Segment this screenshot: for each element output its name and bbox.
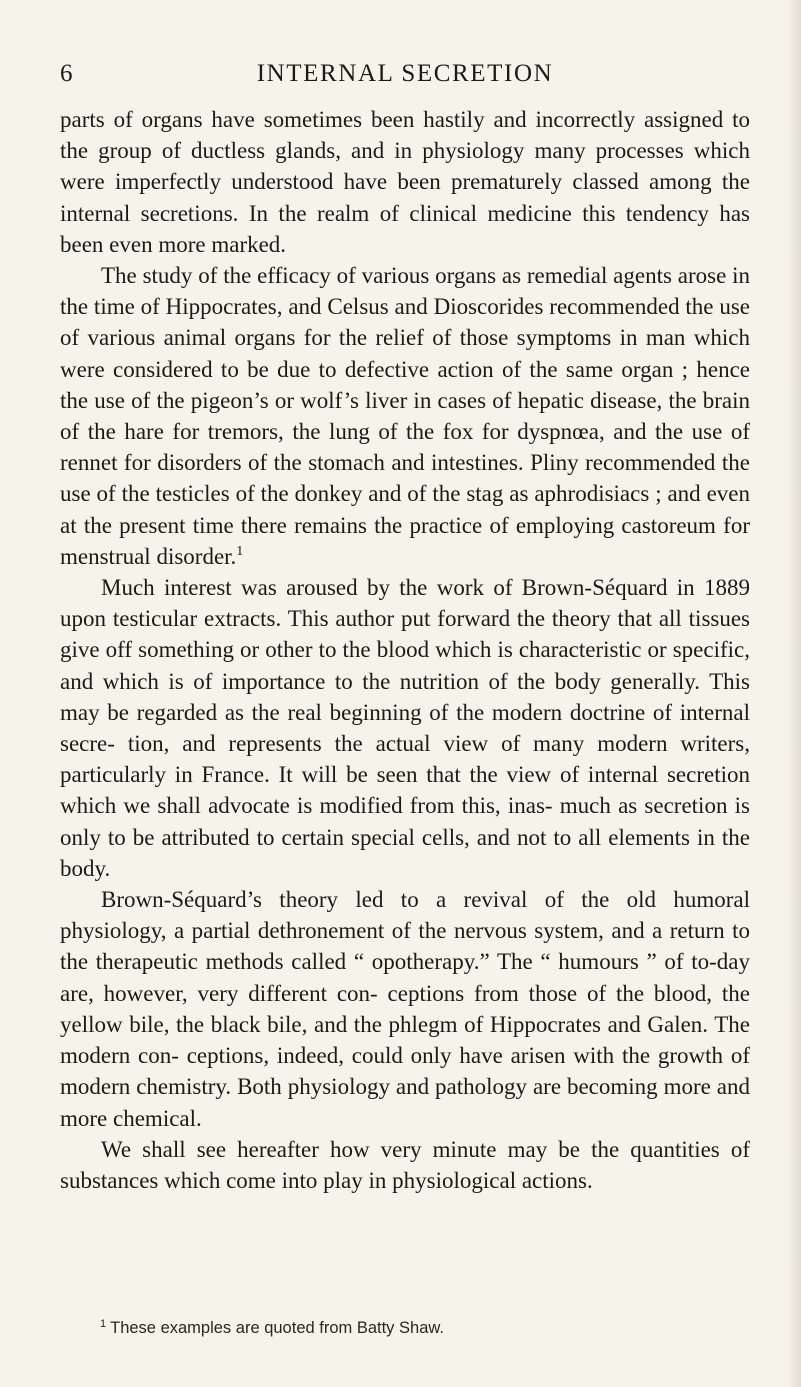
paragraph-4-text: Brown-Séquard’s theory led to a revival of the old humoral physiology, a partial dethronement of the nervous system, and a return to the therapeutic methods called “ opotherapy.” The “ humours ” of to-day are, however, very different con- ceptions from those of the blood, the yellow bile, the black bile, and the phlegm of Hippocrates and Galen. The modern con- ceptions, indeed, could only have arisen with the growth of modern chemistry. Both physiology and pathology are becoming more and more chemical. [60,887,750,1131]
page-number: 6 [60,60,73,87]
body-text [60,104,750,1196]
paragraph-5 [60,1134,750,1196]
page-header [60,58,750,90]
paragraph-1-text: parts of organs have sometimes been hastily and incorrectly assigned to the group of ductless glands, and in physiology many processes which were imperfectly understood have been prematurely classed among the internal secretions. In the realm of clinical medicine this tendency has been even more marked. [60,107,750,257]
paragraph-2 [60,260,750,572]
page-edge-shadow [787,0,801,1387]
footnote-text: These examples are quoted from Batty Shaw. [110,1319,444,1337]
running-title: INTERNAL SECRETION [256,60,554,87]
paragraph-1 [60,104,750,260]
footnote-mark: 1 [100,1318,107,1330]
footnote [100,1316,750,1340]
paragraph-5-text: We shall see hereafter how very minute may be the quantities of substances which come into play in physiological actions. [60,1136,750,1193]
paragraph-2-text: The study of the efficacy of various organs as remedial agents arose in the time of Hippocrates, and Celsus and Dioscorides recommended the use of various animal organs for the relief of those symptoms in man which were considered to be due to defective action of the same organ ; hence the use of the pigeon’s or wolf’s liver in cases of hepatic disease, the brain of the hare for tremors, the lung of the fox for dyspnœa, and the use of rennet for disorders of the stomach and intestines. Pliny recommended the use of the testicles of the donkey and of the stag as aphrodisiacs ; and even at the present time there remains the practice of employing castoreum for menstrual disorder. [60,263,750,569]
footnote-reference: 1 [236,543,244,559]
paragraph-3-text: Much interest was aroused by the work of Brown-Séquard in 1889 upon testicular extracts. This author put forward the theory that all tissues give off something or other to the blood which is characteristic or specific, and which is of importance to the nutrition of the body generally. This may be regarded as the real beginning of the modern doctrine of internal secre- tion, and represents the actual view of many modern writers, particularly in France. It will be seen that the view of internal secretion which we shall advocate is modified from this, inas- much as secretion is only to be attributed to certain special cells, and not to all elements in the body. [60,575,750,881]
paragraph-3 [60,572,750,884]
paragraph-4 [60,884,750,1134]
